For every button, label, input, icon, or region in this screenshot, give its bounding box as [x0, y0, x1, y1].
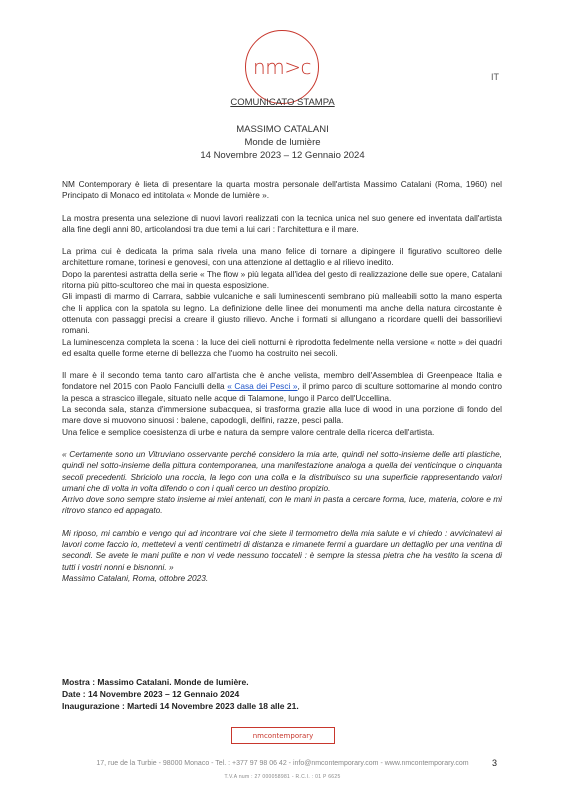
exhibition-title: Monde de lumière [244, 137, 321, 148]
footer-legal: T.V.A num : 27 000058981 - R.C.I. : 01 P 6625 [224, 774, 341, 780]
brand-wordmark: nmcontemporary [231, 727, 335, 744]
language-tag: IT [491, 72, 499, 82]
press-release-heading: COMUNICATO STAMPA [230, 97, 335, 108]
info-show: Mostra : Massimo Catalani. Monde de lumière. [62, 677, 249, 687]
press-body [62, 179, 502, 584]
quote-part-3: Mi riposo, mi cambio e vengo qui ad incontrare voi che siete il termometro della mia salute e vi chiedo : avvicinatevi ai lavori come faccio io, mettetevi a venti centimetri di distanza e rimanete fermi a guardare un dettaglio per una ventina di secondi. Se avete le mani pulite e non vi vede nessuno toccateli : è sempre la stessa pietra che ha vestito la scena di tutti i vostri nonni e bisnonni. » [62, 527, 502, 572]
exhibition-info [62, 676, 502, 712]
brand-logo [245, 30, 319, 104]
quote-part-2: Arrivo dove sono sempre stato insieme ai miei antenati, con le mani in pasta a cercare forma, luce, materia, colore e mi ritrovo stanco ed appagato. [62, 494, 502, 516]
sea-text-before: Il mare è il secondo tema tanto caro all'artista che è anche velista, membro dell'Assemblea di Greenpeace Italia e fondatore nel 2015 con Paolo Fanciulli della [62, 370, 502, 392]
paragraph-second-room: La seconda sala, stanza d'immersione subacquea, si trasforma grazie alla luce di wood in una porzione di fondo del mare dove si muovono sinuosi : balene, capodogli, delfini, razze, pesci palla. [62, 404, 502, 426]
info-date: Date : 14 Novembre 2023 – 12 Gennaio 2024 [62, 689, 240, 699]
quote-signature: Massimo Catalani, Roma, ottobre 2023. [62, 572, 209, 583]
exhibition-dates: 14 Novembre 2023 – 12 Gennaio 2024 [200, 150, 365, 161]
info-opening: Inaugurazione : Martedi 14 Novembre 2023 dalle 18 alle 21. [62, 701, 299, 711]
page-number: 3 [492, 758, 498, 768]
footer-address: 17, rue de la Turbie - 98000 Monaco - Tel. : +377 97 98 06 42 - info@nmcontemporary.com - www.nmcontemporary.com [96, 760, 469, 767]
paragraph-flow: Dopo la parentesi astratta della serie « The flow » più legata all'idea del gesto di realizzazione delle sue opere, Catalani ritorna più pitto-scultoreo che mai in questa esposizione. [62, 268, 502, 291]
paragraph-first-room: La prima cui è dedicata la prima sala rivela una mano felice di tornare a dipingere il figurativo scultoreo delle architetture romane, torinesi e genovesi, con una attenzione al dettaglio e al rilievo inedito. [62, 246, 502, 268]
paragraph-intro: NM Contemporary è lieta di presentare la quarta mostra personale dell'artista Massimo Catalani (Roma, 1960) nel Principato di Monaco ed intitolata « Monde de lumière ». [62, 179, 502, 201]
paragraph-sea [62, 370, 502, 404]
paragraph-selection: La mostra presenta una selezione di nuovi lavori realizzati con la tecnica unica nel suo genere ed inventata dall'artista alla fine degli anni 80, articolandosi tra due temi a lui cari : l'architettura e il mare. [62, 212, 502, 234]
paragraph-coexistence: Una felice e semplice coesistenza di urbe e natura da sempre valore centrale della ricerca dell'artista. [62, 426, 435, 437]
logo-text: nm>c [253, 55, 311, 79]
sea-text-after: , il primo parco di sculture sottomarine al mondo contro la pesca a strascico illegale, situato nelle acque di Talamone, lungo il Parco dell'Uccellina. [62, 381, 503, 403]
paragraph-marble: Gli impasti di marmo di Carrara, sabbie vulcaniche e sali luminescenti sembrano più malleabili sotto la mano esperta che li applica con la spatola su legno. La definizione delle linee dei monumenti ma anche della natura circostante è ottenuta con passaggi precisi a creare il giusto rilievo. Anche i formati si allungano a ricordare quelli dei bassorilievi romani. [62, 291, 502, 336]
paragraph-luminescence: La luminescenza completa la scena : la luce dei cieli notturni è riprodotta fedelmente nella versione « notte » dei quadri ed esalta quelle forme eterne di bellezza che l'uomo ha costruito nei secoli. [62, 336, 502, 358]
casa-dei-pesci-link[interactable]: « Casa dei Pesci » [227, 381, 298, 392]
quote-part-1: « Certamente sono un Vitruviano osservante perché considero la mia arte, quindi nel sotto-insieme delle arti plastiche, quindi nel sotto-insieme della pittura contemporanea, una manifestazione analoga a quella dei venticinque o cinquanta secoli precedenti. Sbriciolo una roccia, la lego con una colla e la distribuisco su una superficie rappresentando valori umani che di volta in volta difendo o con i quali cerco un destino propizio. [62, 448, 502, 493]
artist-name: MASSIMO CATALANI [236, 124, 329, 135]
